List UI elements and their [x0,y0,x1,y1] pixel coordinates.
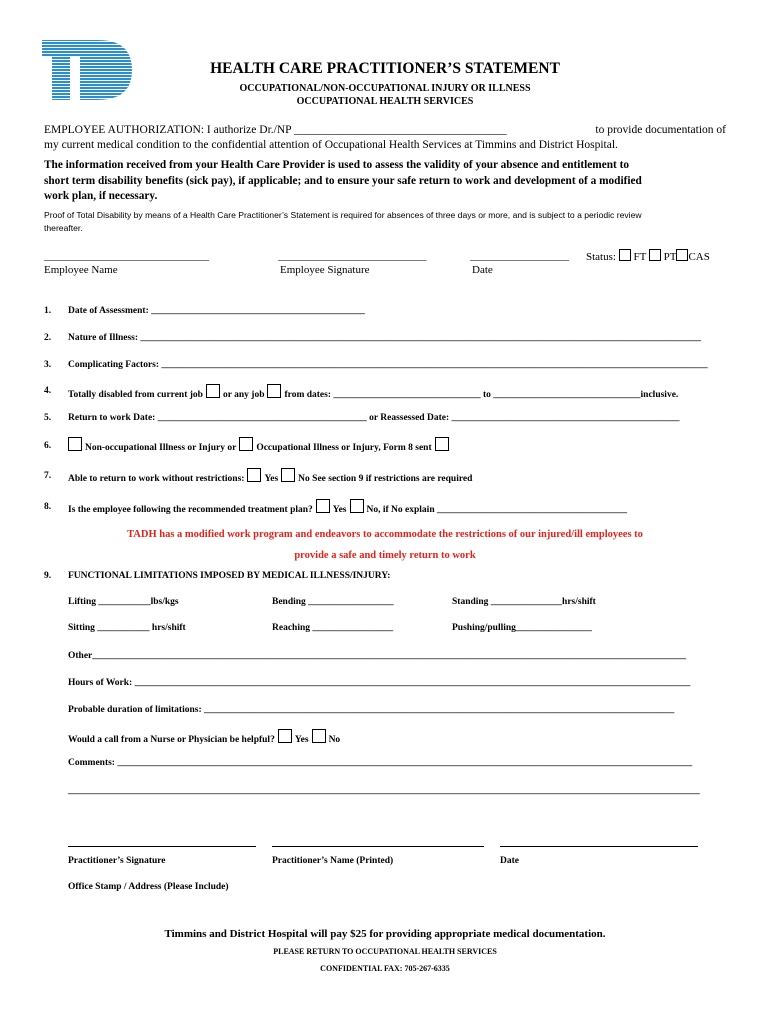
complicating-factors-field[interactable]: Complicating Factors: ___________________________________________________________________________________________________________________ [68,360,708,370]
call-helpful-row [68,729,340,745]
date-of-assessment-field[interactable]: Date of Assessment: _____________________________________________ [68,306,365,316]
call-yes-checkbox[interactable] [278,729,292,743]
employee-name-label: Employee Name [44,264,118,276]
hours-of-work-field[interactable]: Hours of Work: _____________________________________________________________________________________________________________________ [68,678,691,688]
info-line-2: short term disability benefits (sick pay), if applicable; and to ensure your safe return to work and development of a modified [44,175,642,187]
practitioner-name-label: Practitioner’s Name (Printed) [272,856,394,866]
non-occupational-checkbox[interactable] [68,437,82,451]
office-stamp-label: Office Stamp / Address (Please Include) [68,882,229,892]
status-label: Status: [586,251,616,263]
item-number-6: 6. [44,441,52,451]
able-to-return-no-checkbox[interactable] [281,468,295,482]
proof-line-1: Proof of Total Disability by means of a Health Care Practitioner’s Statement is required for absences of three days or more, and is subject to a periodic review [44,210,642,220]
bending-field[interactable]: Bending __________________ [272,597,394,607]
able-to-return-no-label: No See section 9 if restrictions are required [298,474,473,484]
status-cas-label: CAS [688,251,710,263]
status-ft-label: FT [633,251,647,263]
authorization-line-2: my current medical condition to the confidential attention of Occupational Health Services at Timmins and District Hospital. [44,139,618,151]
practitioner-signature-label: Practitioner’s Signature [68,856,166,866]
item-number-7: 7. [44,471,52,481]
non-occupational-label: Non-occupational Illness or Injury or [85,443,237,453]
illness-type-row [68,437,452,453]
lifting-field[interactable]: Lifting ___________lbs/kgs [68,597,179,607]
practitioner-date-line[interactable] [500,846,698,847]
info-line-1: The information received from your Health Care Provider is used to assess the validity of your absence and entitlement to [44,159,629,171]
return-to-work-date-field[interactable]: Return to work Date: ____________________________________________ or Reassessed Date: ________________________________________________ [68,413,680,423]
treatment-plan-label: Is the employee following the recommended treatment plan? [68,505,313,515]
item-number-8: 8. [44,502,52,512]
reaching-field[interactable]: Reaching _________________ [272,623,394,633]
practitioner-signature-line[interactable] [68,846,256,847]
proof-line-2: thereafter. [44,223,83,233]
modified-work-notice-2: provide a safe and timely return to work [294,550,476,561]
call-no-checkbox[interactable] [312,729,326,743]
modified-work-notice-1: TADH has a modified work program and endeavors to accommodate the restrictions of our injured/ill employees to [127,529,643,540]
nature-of-illness-field[interactable]: Nature of Illness: ______________________________________________________________________________________________________________________ [68,333,701,343]
comments-field-line-2[interactable]: _____________________________________________________________________________________________________________________________________ [68,786,700,796]
functional-limitations-title: FUNCTIONAL LIMITATIONS IMPOSED BY MEDICAL ILLNESS/INJURY: [68,571,391,581]
item-number-3: 3. [44,360,52,370]
pushing-pulling-field[interactable]: Pushing/pulling________________ [452,623,592,633]
employee-date-field[interactable]: __________________ [470,250,569,262]
treatment-plan-no-checkbox[interactable] [350,499,364,513]
status-ft-checkbox[interactable] [619,249,631,261]
status-cas-checkbox[interactable] [676,249,688,261]
practitioner-name-line[interactable] [272,846,484,847]
able-to-return-yes-checkbox[interactable] [247,468,261,482]
authorization-line-1-right: to provide documentation of [595,124,726,136]
call-no-label: No [328,735,341,745]
employee-signature-label: Employee Signature [280,264,370,276]
authorization-line-1: EMPLOYEE AUTHORIZATION: I authorize Dr./NP _____________________________________ [44,124,507,136]
treatment-plan-yes-checkbox[interactable] [316,499,330,513]
form-subtitle-2: OCCUPATIONAL HEALTH SERVICES [296,96,474,107]
disabled-current-job-checkbox[interactable] [206,384,220,398]
info-line-3: work plan, if necessary. [44,190,158,202]
disabled-dates-field[interactable]: from dates: _______________________________ to _______________________________inclusive. [284,390,679,400]
employee-date-label: Date [472,264,493,276]
item-number-4: 4. [44,386,52,396]
standing-field[interactable]: Standing _______________hrs/shift [452,597,596,607]
status-pt-checkbox[interactable] [649,249,661,261]
form-8-sent-checkbox[interactable] [435,437,449,451]
employee-signature-field[interactable]: ___________________________ [278,250,427,262]
treatment-plan-row [68,499,627,515]
item-number-9: 9. [44,571,52,581]
form-title: HEALTH CARE PRACTITIONER’S STATEMENT [210,60,560,77]
disabled-any-job-label: or any job [222,390,265,400]
practitioner-date-label: Date [500,856,519,866]
able-to-return-yes-label: Yes [264,474,279,484]
sitting-field[interactable]: Sitting ___________ hrs/shift [68,623,186,633]
form-subtitle-1: OCCUPATIONAL/NON-OCCUPATIONAL INJURY OR ILLNESS [239,83,531,94]
probable-duration-field[interactable]: Probable duration of limitations: ___________________________________________________________________________________________________ [68,705,675,715]
able-to-return-row [68,468,472,484]
item-number-1: 1. [44,306,52,316]
occupational-label: Occupational Illness or Injury, Form 8 sent [256,443,432,453]
status-pt-label: PT [663,251,677,263]
item-number-5: 5. [44,413,52,423]
employee-name-field[interactable]: ______________________________ [44,250,209,262]
treatment-plan-yes-label: Yes [332,505,347,515]
disabled-current-job-label: Totally disabled from current job [68,390,203,400]
payment-note: Timmins and District Hospital will pay $25 for providing appropriate medical documentation. [164,928,606,940]
comments-field[interactable]: Comments: _________________________________________________________________________________________________________________________ [68,758,693,768]
totally-disabled-row [68,384,678,400]
call-yes-label: Yes [294,735,309,745]
item-number-2: 2. [44,333,52,343]
return-instructions: PLEASE RETURN TO OCCUPATIONAL HEALTH SERVICES [273,947,497,956]
disabled-any-job-checkbox[interactable] [267,384,281,398]
status-group [586,249,710,263]
other-field[interactable]: Other_____________________________________________________________________________________________________________________________ [68,651,687,661]
treatment-plan-no-explain-field[interactable]: No, if No explain ________________________________________ [366,505,627,515]
call-helpful-label: Would a call from a Nurse or Physician be helpful? [68,735,275,745]
confidential-fax: CONFIDENTIAL FAX: 705-267-6335 [320,964,450,973]
occupational-checkbox[interactable] [239,437,253,451]
able-to-return-label: Able to return to work without restrictions: [68,474,245,484]
